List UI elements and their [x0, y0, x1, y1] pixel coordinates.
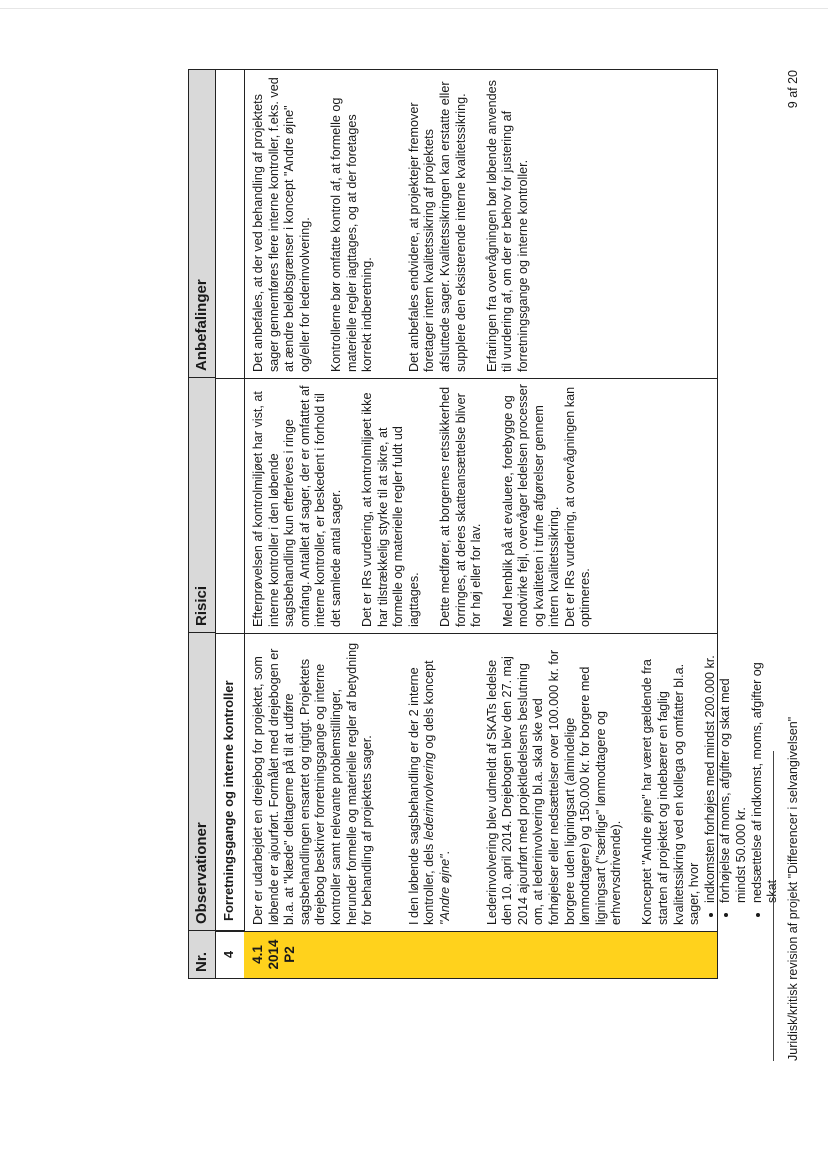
page-number: 9 af 20	[786, 70, 800, 109]
row-id-cell	[244, 931, 717, 978]
footer-divider	[773, 751, 774, 1061]
row-id-line: 4.1	[250, 945, 265, 964]
risk-paragraph: Dette medfører, at borgernes retssikkerhed forringes, at deres skatteansættelse bliver for høj eller for lav.	[438, 386, 484, 627]
scan-edge	[0, 8, 828, 9]
row-id-line: 2014	[266, 939, 281, 970]
footer-document-title: Juridisk/kritisk revision af projekt "Differencer i selvangivelsen"	[786, 716, 800, 1061]
risk-paragraph: Efterprøvelsen af kontrolmiljøet har vist, at interne kontroller i den løbende sagsbehandling kun efterleves i ringe omfang. Antallet af sager, der er omfattet af interne kontroller, er beskedent i forhold til det samlede antal sager.	[251, 385, 343, 627]
risk-paragraph: Det er IRs vurdering, at overvågningen kan optimeres.	[562, 386, 593, 627]
section-row	[215, 70, 245, 978]
row-id	[250, 931, 298, 978]
risk-paragraph: Med henblik på at evaluere, forebygge og modvirke fejl, overvåger ledelsen processer og kvaliteten i trufne afgørelser gennem intern kvalitetssikring.	[500, 384, 562, 627]
observation-paragraph: Der er udarbejdet en drejebog for projektet, som løbende er ajourført. Formålet med drejebogen er bl.a. at "klæde" deltagerne på til at udføre sagsbehandlingen ensartet og rigtigt. Projektets drejebog beskriver forretningsgange og interne kontroller samt relevante problemstillinger, herunder formelle og materielle regler af betydning for behandling af projektets sager.	[251, 642, 375, 925]
recommendation-paragraph: Erfaringen fra overvågningen bør løbende anvendes til vurdering af, om der er behov for justering af forretningsgange og interne kontroller.	[484, 80, 530, 372]
section-number: 4	[221, 950, 236, 959]
row-id-line: P2	[282, 946, 297, 963]
recommendation-paragraph: Det anbefales, at der ved behandling af projektets sager gennemføres flere interne kontroller, f.eks. ved at ændre beløbsgrænser i koncept "Andre øjne" og/eller for lederinvolvering.	[251, 77, 312, 372]
list-item: • nedsættelse af indkomst, moms, afgifter og skat	[750, 639, 781, 903]
header-observationer: Observationer	[189, 633, 215, 931]
observation-paragraph: I den løbende sagsbehandling er der 2 interne kontroller, dels lederinvolvering og dels koncept "Andre øjne".	[406, 660, 452, 925]
section-title: Forretningsgange og interne kontroller	[221, 680, 236, 921]
recommendation-paragraph: Kontrollerne bør omfatte kontrol af, at formelle og materielle regler iagttages, og at der foretages korrekt indberetning.	[328, 97, 375, 372]
header-risici: Risici	[189, 378, 215, 633]
list-item: • indkomsten forhøjes med mindst 200.000 kr.	[703, 639, 719, 903]
observation-paragraph: Lederinvolvering blev udmeldt af SKATs ledelse den 10. april 2014. Drejebogen blev den 27. maj 2014 ajourført med projektledelsens beslutning om, at lederinvolvering bl.a. skal ske ved forhøjelser eller nedsættelser over 100.000 kr. for borgere uden ligningsart (almindelige lønmodtagere) og 150.000 kr. for borgere med ligningsart ("særlige" lønmodtagere og erhvervsdrivende).	[484, 649, 624, 925]
observationer-cell	[251, 633, 781, 931]
table-header-row	[189, 70, 216, 978]
anbefalinger-cell	[251, 70, 547, 378]
list-item: • forhøjelse af moms, afgifter og skat med mindst 50.000 kr.	[718, 639, 749, 903]
observation-paragraph: Konceptet "Andre øjne" har været gældende fra starten af projektet og indebærer en faglig kvalitetssikring ved en kollega og omfatter bl.a. sager, hvor	[640, 659, 702, 925]
audit-table	[188, 69, 780, 979]
recommendation-paragraph: Det anbefales endvidere, at projektejer fremover foretager intern kvalitetssikring af projektets afsluttede sager. Kvalitetssikringen kan erstatte eller supplere den eksisterende interne kvalitetssikring.	[406, 81, 468, 372]
observation-bullets	[703, 639, 781, 925]
header-anbefalinger: Anbefalinger	[189, 70, 215, 378]
risici-cell	[251, 378, 610, 633]
header-nr: Nr.	[193, 951, 210, 972]
risk-paragraph: Det er IRs vurdering, at kontrolmiljøet ikke har tilstrækkelig styrke til at sikre, at formelle og materielle regler fuldt ud iagttages.	[360, 392, 421, 627]
